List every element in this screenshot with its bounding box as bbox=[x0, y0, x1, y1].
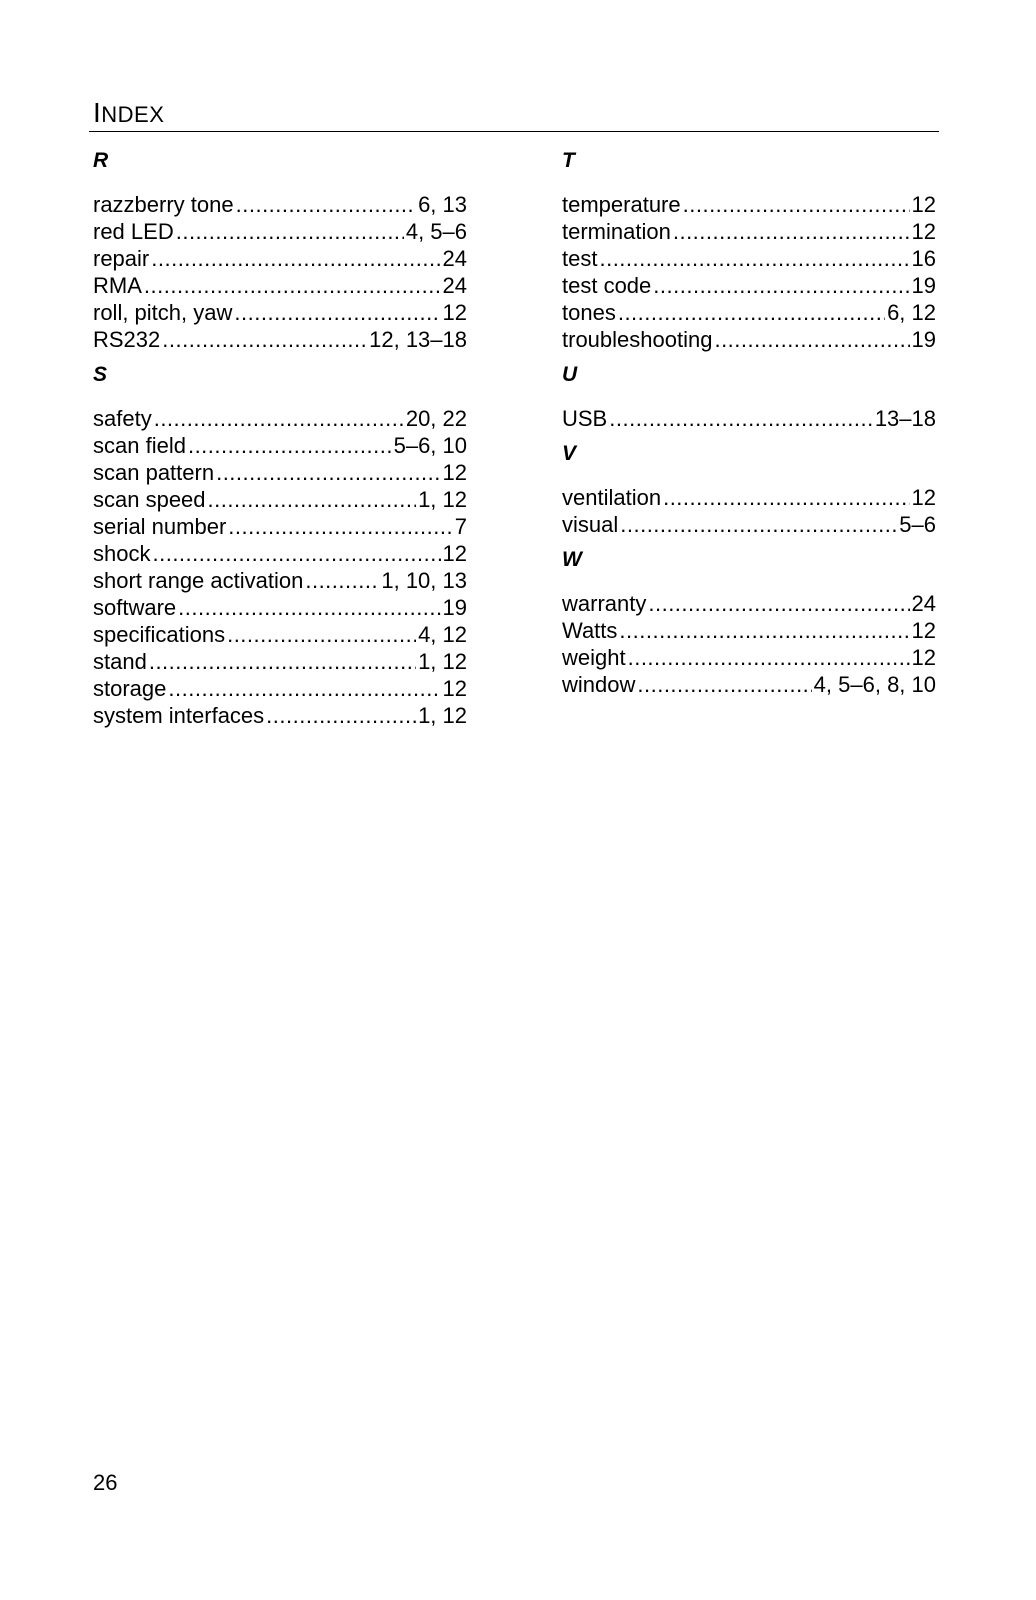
index-pages: 16 bbox=[911, 246, 936, 271]
index-term: shock bbox=[93, 541, 151, 566]
index-entry bbox=[93, 567, 467, 594]
dot-leader bbox=[216, 459, 440, 486]
dot-leader bbox=[628, 644, 910, 671]
index-entry bbox=[93, 594, 467, 621]
index-term: short range activation bbox=[93, 568, 304, 593]
section-letter: R bbox=[93, 149, 109, 172]
index-entry bbox=[562, 671, 936, 698]
dot-leader bbox=[227, 621, 416, 648]
dot-leader bbox=[663, 484, 909, 511]
dot-leader bbox=[176, 218, 404, 245]
index-term: window bbox=[562, 672, 636, 697]
index-term: storage bbox=[93, 676, 167, 701]
index-pages: 13–18 bbox=[874, 406, 936, 431]
index-entry bbox=[93, 432, 467, 459]
index-entry bbox=[562, 617, 936, 644]
index-pages: 12 bbox=[911, 645, 936, 670]
index-entry bbox=[93, 459, 467, 486]
section-letter: V bbox=[562, 442, 577, 465]
index-term: test code bbox=[562, 273, 652, 298]
index-entry bbox=[562, 511, 936, 538]
index-term: repair bbox=[93, 246, 150, 271]
index-term: warranty bbox=[562, 591, 647, 616]
index-pages: 12 bbox=[911, 485, 936, 510]
index-term: safety bbox=[93, 406, 152, 431]
dot-leader bbox=[637, 671, 811, 698]
index-term: stand bbox=[93, 649, 147, 674]
index-pages: 24 bbox=[442, 246, 467, 271]
index-term: RMA bbox=[93, 273, 142, 298]
index-pages: 19 bbox=[911, 327, 936, 352]
section-letter: T bbox=[562, 149, 575, 172]
index-entry bbox=[93, 191, 467, 218]
index-pages: 4, 12 bbox=[418, 622, 467, 647]
dot-leader bbox=[620, 511, 897, 538]
index-term: scan speed bbox=[93, 487, 206, 512]
index-term: RS232 bbox=[93, 327, 161, 352]
index-term: ventilation bbox=[562, 485, 662, 510]
index-entry bbox=[93, 245, 467, 272]
index-pages: 24 bbox=[911, 591, 936, 616]
index-pages: 4, 5–6 bbox=[405, 219, 467, 244]
index-section-v bbox=[562, 442, 936, 538]
section-letter: U bbox=[562, 363, 578, 386]
index-entry bbox=[562, 245, 936, 272]
index-section-u bbox=[562, 363, 936, 432]
dot-leader bbox=[673, 218, 910, 245]
dot-leader bbox=[653, 272, 909, 299]
index-entry bbox=[93, 513, 467, 540]
index-column-left bbox=[93, 149, 467, 729]
dot-leader bbox=[714, 326, 909, 353]
index-entry bbox=[93, 405, 467, 432]
dot-leader bbox=[144, 272, 441, 299]
index-section-t bbox=[562, 149, 936, 353]
dot-leader bbox=[305, 567, 379, 594]
index-column-right bbox=[562, 149, 936, 698]
index-term: software bbox=[93, 595, 177, 620]
dot-leader bbox=[609, 405, 873, 432]
index-entry bbox=[93, 675, 467, 702]
index-term: roll, pitch, yaw bbox=[93, 300, 233, 325]
index-entry bbox=[93, 648, 467, 675]
dot-leader bbox=[152, 540, 440, 567]
index-term: scan pattern bbox=[93, 460, 215, 485]
index-term: red LED bbox=[93, 219, 174, 244]
index-entry bbox=[562, 299, 936, 326]
page-number: 26 bbox=[93, 1470, 118, 1495]
index-term: Watts bbox=[562, 618, 618, 643]
index-term: USB bbox=[562, 406, 608, 431]
dot-leader bbox=[151, 245, 440, 272]
index-pages: 12 bbox=[442, 676, 467, 701]
section-letter: S bbox=[93, 363, 108, 386]
index-entry bbox=[93, 218, 467, 245]
dot-leader bbox=[599, 245, 909, 272]
page-title-initial: I bbox=[93, 97, 102, 128]
index-pages: 12, 13–18 bbox=[369, 327, 467, 352]
index-term: visual bbox=[562, 512, 619, 537]
dot-leader bbox=[162, 326, 367, 353]
index-term: weight bbox=[562, 645, 626, 670]
dot-leader bbox=[168, 675, 440, 702]
index-pages: 1, 10, 13 bbox=[381, 568, 467, 593]
dot-leader bbox=[178, 594, 440, 621]
index-entry bbox=[562, 405, 936, 432]
index-pages: 4, 5–6, 8, 10 bbox=[813, 672, 936, 697]
page-title bbox=[93, 97, 164, 128]
index-pages: 7 bbox=[454, 514, 467, 539]
index-entry bbox=[93, 299, 467, 326]
index-entry bbox=[562, 644, 936, 671]
index-pages: 1, 12 bbox=[418, 487, 467, 512]
index-pages: 19 bbox=[442, 595, 467, 620]
index-entry bbox=[562, 272, 936, 299]
index-term: razzberry tone bbox=[93, 192, 234, 217]
index-pages: 12 bbox=[911, 219, 936, 244]
index-pages: 20, 22 bbox=[405, 406, 467, 431]
index-pages: 12 bbox=[911, 618, 936, 643]
index-pages: 1, 12 bbox=[418, 649, 467, 674]
index-section-r bbox=[93, 149, 467, 353]
section-letter: W bbox=[562, 548, 582, 571]
index-pages: 6, 13 bbox=[418, 192, 467, 217]
dot-leader bbox=[234, 299, 440, 326]
index-entry bbox=[562, 484, 936, 511]
index-pages: 24 bbox=[442, 273, 467, 298]
dot-leader bbox=[618, 299, 885, 326]
index-section-s bbox=[93, 363, 467, 729]
index-term: system interfaces bbox=[93, 703, 265, 728]
index-entry bbox=[562, 218, 936, 245]
dot-leader bbox=[228, 513, 452, 540]
index-pages: 19 bbox=[911, 273, 936, 298]
index-entry bbox=[93, 326, 467, 353]
dot-leader bbox=[683, 191, 910, 218]
index-entry bbox=[93, 540, 467, 567]
dot-leader bbox=[619, 617, 909, 644]
index-section-w bbox=[562, 548, 936, 698]
dot-leader bbox=[236, 191, 416, 218]
dot-leader bbox=[648, 590, 909, 617]
index-pages: 1, 12 bbox=[418, 703, 467, 728]
index-entry bbox=[93, 272, 467, 299]
index-entry bbox=[93, 486, 467, 513]
index-pages: 5–6, 10 bbox=[393, 433, 467, 458]
index-term: scan field bbox=[93, 433, 186, 458]
index-entry bbox=[562, 590, 936, 617]
index-term: troubleshooting bbox=[562, 327, 713, 352]
index-pages: 6, 12 bbox=[887, 300, 936, 325]
running-header bbox=[93, 97, 939, 131]
index-entry bbox=[562, 326, 936, 353]
dot-leader bbox=[149, 648, 416, 675]
index-term: test bbox=[562, 246, 598, 271]
header-rule bbox=[89, 131, 939, 132]
dot-leader bbox=[154, 405, 404, 432]
index-term: tones bbox=[562, 300, 616, 325]
index-pages: 12 bbox=[911, 192, 936, 217]
index-pages: 5–6 bbox=[899, 512, 936, 537]
index-entry bbox=[562, 191, 936, 218]
index-term: serial number bbox=[93, 514, 227, 539]
index-pages: 12 bbox=[442, 541, 467, 566]
dot-leader bbox=[208, 486, 417, 513]
dot-leader bbox=[266, 702, 416, 729]
index-entry bbox=[93, 621, 467, 648]
index-term: temperature bbox=[562, 192, 681, 217]
index-pages: 12 bbox=[442, 300, 467, 325]
dot-leader bbox=[188, 432, 392, 459]
index-pages: 12 bbox=[442, 460, 467, 485]
index-entry bbox=[93, 702, 467, 729]
index-term: specifications bbox=[93, 622, 226, 647]
index-term: termination bbox=[562, 219, 671, 244]
page-title-rest: NDEX bbox=[101, 102, 165, 127]
